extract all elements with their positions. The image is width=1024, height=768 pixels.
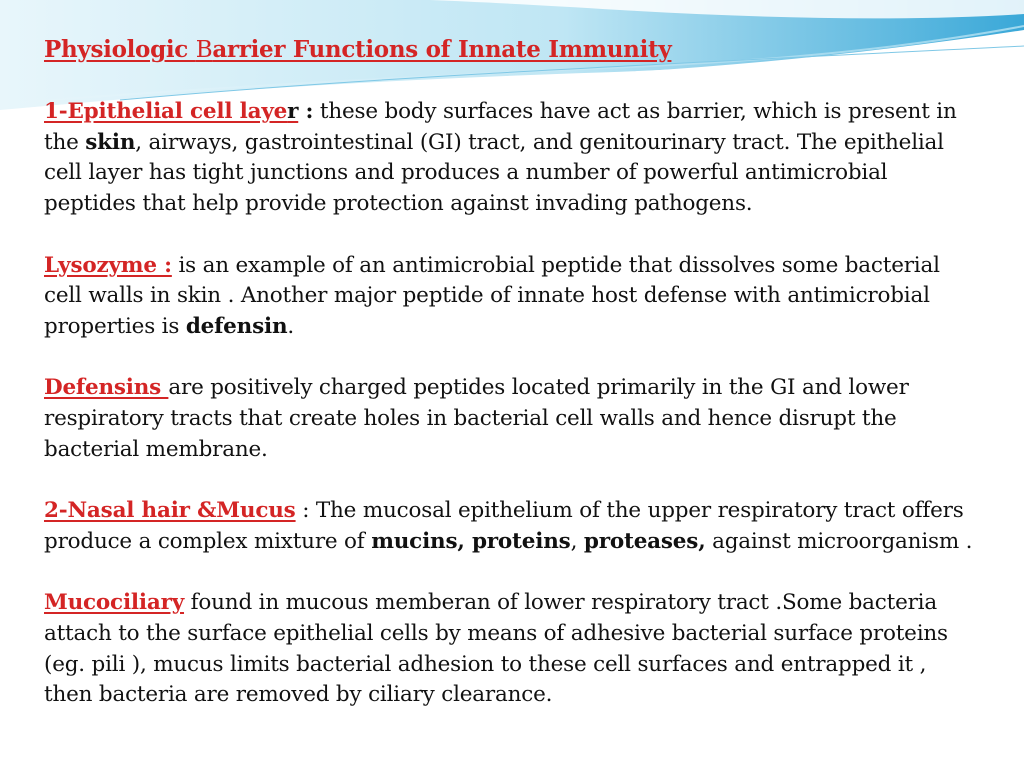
nasal-bold-mucins-proteins: mucins, proteins: [371, 528, 571, 554]
paragraph-mucociliary: [44, 588, 974, 711]
label-epithelial-colon: :: [298, 99, 314, 124]
label-lysozyme: Lysozyme :: [44, 252, 172, 278]
lysozyme-bold-defensin: defensin: [185, 313, 288, 339]
lysozyme-text-1: is an example of an antimicrobial peptide that dissolves some bacterial cell walls in skin . Another major peptide of innate host defense with antimicrobial properties is: [44, 252, 940, 339]
slide-title: [44, 36, 974, 63]
paragraph-epithelial: [44, 97, 974, 220]
nasal-text-1: : The mucosal epithelium of the upper respiratory tract offers produce a complex mixture of: [44, 498, 964, 554]
label-mucociliary: Mucociliary: [44, 590, 185, 616]
slide-content: [44, 36, 974, 742]
paragraph-defensins: [44, 373, 974, 465]
epithelial-bold-skin: skin: [85, 129, 136, 155]
nasal-bold-proteases: proteases,: [583, 528, 706, 554]
label-nasal-hair-mucus: 2-Nasal hair &Mucus: [44, 498, 296, 524]
label-epithelial-last: r: [287, 99, 299, 124]
label-defensins: Defensins: [44, 375, 169, 401]
label-epithelial-main: 1-Epithelial cell laye: [44, 99, 288, 124]
title-part-3: arrier Functions of Innate Immunity: [212, 36, 672, 63]
epithelial-text-2: , airways, gastrointestinal (GI) tract, and genitourinary tract. The epithelial cell layer has tight junctions and produces a number of powerful antimicrobial peptides that help provide protection against invading pathogens.: [44, 129, 944, 217]
label-epithelial: [44, 99, 298, 124]
nasal-text-2: ,: [570, 528, 584, 554]
mucociliary-text-1: found in mucous memberan of lower respiratory tract .Some bacteria attach to the surface epithelial cells by means of adhesive bacterial surface proteins (eg. pili ), mucus limits bacterial adhesion to these cell surfaces and entrapped it , then bacteria are removed by ciliary clearance.: [44, 590, 948, 708]
title-part-2: B: [195, 37, 213, 63]
paragraph-lysozyme: [44, 251, 974, 343]
paragraph-nasal: [44, 496, 974, 557]
title-part-1: Physiologic: [44, 36, 196, 63]
nasal-text-3: against microorganism .: [705, 528, 973, 554]
epithelial-text-1: these body surfaces have act as barrier, which is present in the: [44, 99, 957, 155]
defensins-text-1: are positively charged peptides located primarily in the GI and lower respiratory tracts that create holes in bacterial cell walls and hence disrupt the bacterial membrane.: [44, 375, 909, 462]
lysozyme-text-2: .: [287, 313, 295, 339]
